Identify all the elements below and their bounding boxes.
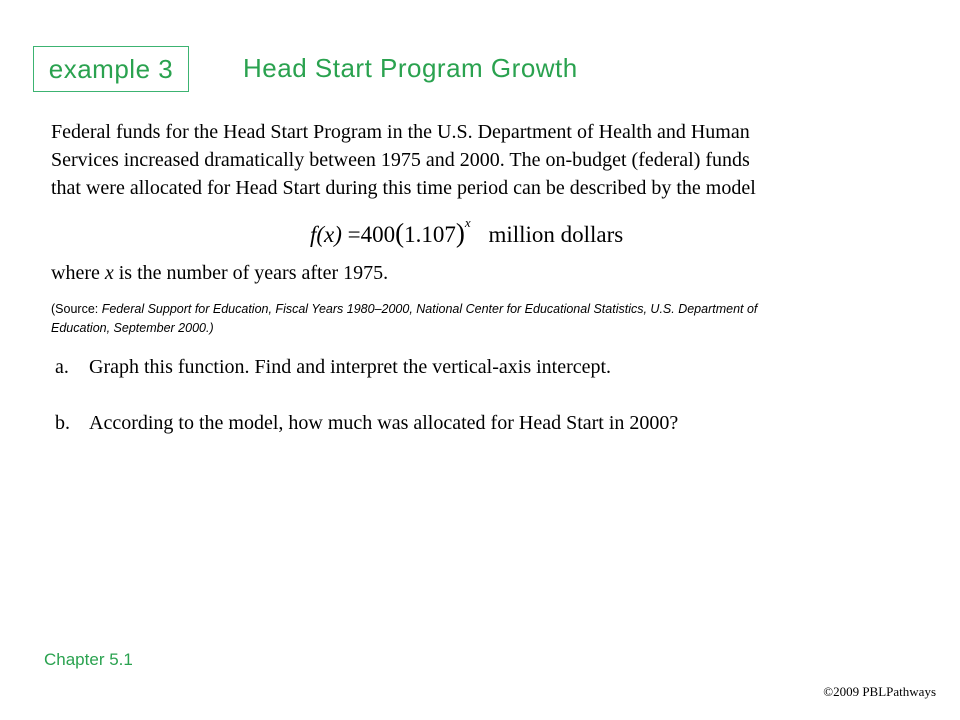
model-formula [310, 215, 624, 249]
formula-lhs: f(x) [310, 222, 342, 247]
paragraph-line: Services increased dramatically between 1975 and 2000. The on-budget (federal) funds [51, 149, 750, 171]
source-prefix: (Source: [51, 302, 102, 316]
where-suffix: is the number of years after 1975. [113, 262, 389, 284]
where-variable: x [104, 262, 114, 284]
formula-equals: = [347, 222, 361, 247]
paragraph-line: Federal funds for the Head Start Program in the U.S. Department of Health and Human [51, 121, 750, 143]
question-letter: a. [55, 356, 69, 378]
question-b [55, 412, 678, 435]
paragraph-line: that were allocated for Head Start during this time period can be described by the model [51, 177, 756, 199]
page-title: Head Start Program Growth [243, 53, 578, 83]
source-citation [51, 300, 911, 338]
example-label-box [33, 46, 189, 92]
variable-definition [51, 262, 388, 285]
source-date: Education, September 2000.) [51, 321, 214, 335]
example-label: example 3 [48, 53, 174, 84]
source-line-1 [51, 300, 911, 319]
question-a [55, 356, 611, 379]
where-prefix: where [51, 262, 105, 284]
formula-open-paren: ( [395, 218, 405, 248]
source-title: Federal Support for Education, Fiscal Years 1980–2000, National Center for Educational Statistics, U.S. Department of [101, 302, 758, 316]
formula-exponent: x [464, 215, 471, 231]
question-text: Graph this function. Find and interpret the vertical-axis intercept. [89, 356, 612, 378]
formula-close-paren: ) [455, 218, 465, 248]
question-letter: b. [55, 412, 70, 434]
copyright-notice [823, 684, 936, 700]
formula-base: 1.107 [404, 222, 456, 247]
source-line-2 [51, 319, 911, 338]
formula-coefficient: 400 [360, 222, 396, 247]
question-text: According to the model, how much was allocated for Head Start in 2000? [89, 412, 679, 434]
copyright-icon: © [823, 684, 834, 699]
problem-paragraph [51, 118, 911, 202]
chapter-label: Chapter 5.1 [44, 650, 133, 669]
formula-unit: million dollars [488, 222, 624, 247]
copyright-text: 2009 PBLPathways [833, 684, 936, 699]
